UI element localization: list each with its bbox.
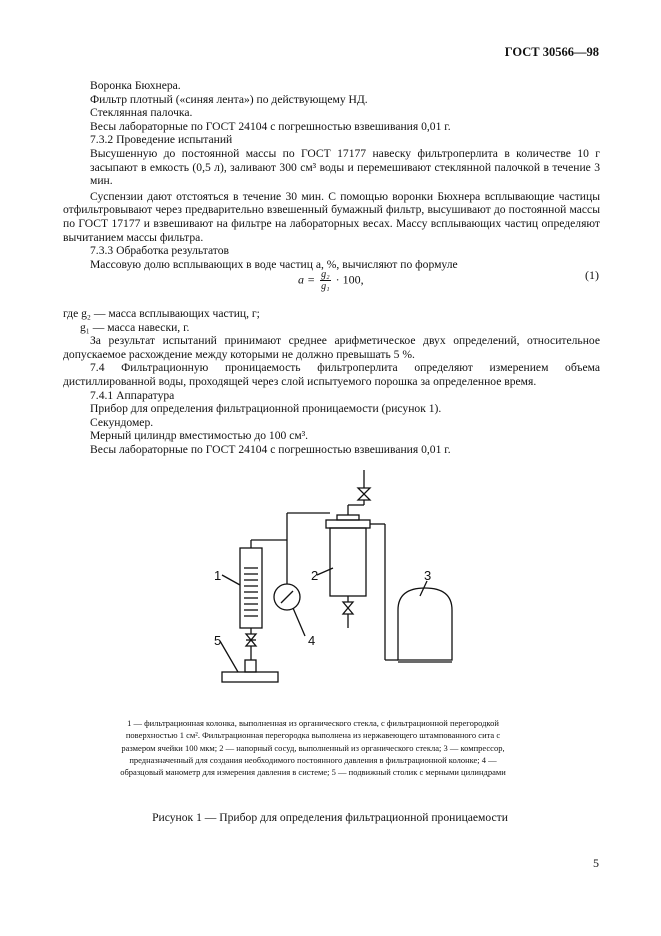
paragraph: Воронка Бюхнера. bbox=[90, 79, 181, 92]
section-heading: 7.4.1 Аппаратура bbox=[90, 388, 175, 402]
figure-label-3: 3 bbox=[424, 568, 432, 583]
section-heading: 7.3.2 Проведение испытаний bbox=[90, 133, 233, 147]
page-number: 5 bbox=[593, 856, 599, 870]
figure-caption: Рисунок 1 — Прибор для определения фильтрационной проницаемости bbox=[152, 811, 508, 824]
figure-label-2: 2 bbox=[311, 568, 319, 583]
formula-number: (1) bbox=[585, 268, 599, 282]
figure-label-4: 4 bbox=[308, 633, 316, 648]
formula-lhs: a = bbox=[298, 272, 316, 287]
compressor bbox=[398, 588, 452, 660]
section-heading: 7.3.3 Обработка результатов bbox=[90, 244, 229, 258]
paragraph: Прибор для определения фильтрационной проницаемости (рисунок 1). bbox=[90, 402, 442, 416]
measuring-cylinder bbox=[245, 660, 256, 672]
paragraph: 7.4 Фильтрационную проницаемость фильтроперлита определяют измерением объема дистиллированной воды, проходящей через слой испытуемого порошка за определенное время. bbox=[63, 361, 600, 388]
formula-denominator: g₁ bbox=[321, 281, 330, 292]
pressure-vessel bbox=[330, 528, 366, 596]
paragraph: Фильтр плотный («синяя лента») по действующему НД. bbox=[90, 92, 368, 106]
paragraph: Массовую долю всплывающих в воде частиц a, %, вычисляют по формуле bbox=[90, 257, 458, 271]
paragraph: Стеклянная палочка. bbox=[90, 106, 193, 120]
paragraph: Мерный цилиндр вместимостью до 100 см³. bbox=[90, 429, 309, 443]
figure-label-1: 1 bbox=[214, 568, 222, 583]
formula-rhs: · 100, bbox=[335, 272, 364, 287]
figure-legend: 1 — фильтрационная колонка, выполненная из органического стекла, с фильтрационной перегородкой поверхностью 1 см². Фильтрационная перегородка выполнена из нержавеющего штампованного сита с размером ячейки 100 мкм; 2 — напорный сосуд, выполненный из органического стекла; 3 — компрессор, предназначенный для создания необходимого постоянного давления в фильтрационной колонке; 4 — образцовый манометр для измерения давления в системе; 5 — подвижный столик с мерными цилиндрами bbox=[120, 718, 506, 778]
page-header: ГОСТ 30566—98 bbox=[504, 45, 599, 59]
paragraph: За результат испытаний принимают среднее арифметическое двух определений, относительное допускаемое расхождение между которыми не должно превышать 5 %. bbox=[63, 334, 600, 361]
formula-numerator: g₂ bbox=[321, 269, 330, 280]
paragraph: Весы лабораторные по ГОСТ 24104 с погрешностью взвешивания 0,01 г. bbox=[90, 442, 451, 456]
paragraph: Секундомер. bbox=[90, 415, 154, 429]
paragraph: Высушенную до постоянной массы по ГОСТ 17177 навеску фильтроперлита в количестве 10 г засыпают в емкость (0,5 л), заливают 300 см³ воды и перемешивают стеклянной палочкой в течение 3 мин. bbox=[90, 146, 600, 188]
paragraph: Весы лабораторные по ГОСТ 24104 с погрешностью взвешивания 0,01 г. bbox=[90, 119, 451, 133]
where-line: g₁ — масса навески, г. bbox=[80, 320, 190, 334]
paragraph: Суспензии дают отстояться в течение 30 мин. С помощью воронки Бюхнера всплывающие частицы отфильтровывают через предварительно взвешенный бумажный фильтр, высушивают до постоянной массы по ГОСТ 17177 и взвешивают на фильтре на лабораторных весах. Массу всплывающих частиц определяют вычитанием массы фильтра. bbox=[63, 189, 600, 244]
table-platform bbox=[222, 672, 278, 682]
figure-label-5: 5 bbox=[214, 633, 222, 648]
where-line: где g₂ — масса всплывающих частиц, г; bbox=[63, 307, 260, 320]
